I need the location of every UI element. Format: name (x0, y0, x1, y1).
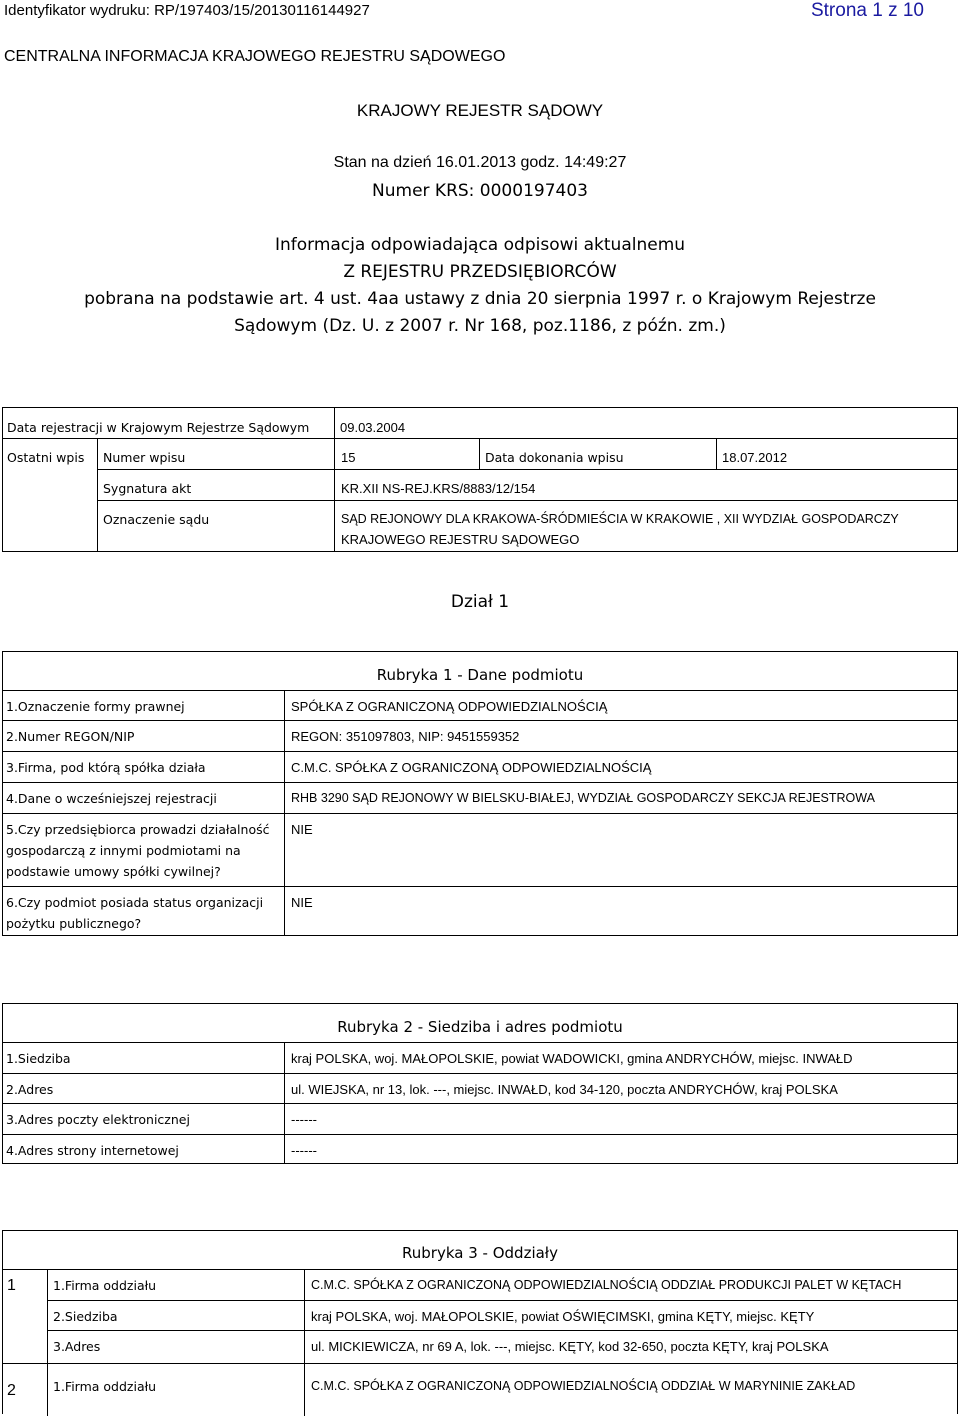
info-line-2: Z REJESTRU PRZEDSIĘBIORCÓW (343, 262, 617, 282)
r1-label-5a: 5.Czy przedsiębiorca prowadzi działalność (6, 822, 270, 837)
entry-date-value: 18.07.2012 (722, 450, 788, 465)
b2-label-1: 1.Firma oddziału (53, 1379, 157, 1394)
r2-value-4: ------ (291, 1143, 317, 1158)
r1-label-3: 3.Firma, pod którą spółka działa (6, 760, 206, 775)
b1-label-2: 2.Siedziba (53, 1309, 118, 1324)
r1-label-5c: podstawie umowy spółki cywilnej? (6, 864, 221, 879)
b1-value-1: C.M.C. SPÓŁKA Z OGRANICZONĄ ODPOWIEDZIALNOŚCIĄ ODDZIAŁ PRODUKCJI PALET W KĘTACH (311, 1278, 902, 1292)
r1-label-2: 2.Numer REGON/NIP (6, 729, 135, 744)
r1-value-2: REGON: 351097803, NIP: 9451559352 (291, 729, 520, 744)
last-entry-label: Ostatni wpis (7, 450, 85, 465)
r1-label-6a: 6.Czy podmiot posiada status organizacji (6, 895, 264, 910)
r1-label-1: 1.Oznaczenie formy prawnej (6, 699, 185, 714)
krs-number: Numer KRS: 0000197403 (372, 181, 588, 201)
info-line-1: Informacja odpowiadająca odpisowi aktualnemu (274, 235, 686, 255)
reg-date-label: Data rejestracji w Krajowym Rejestrze Sądowym (7, 420, 310, 435)
r1-label-6b: pożytku publicznego? (6, 916, 142, 931)
r1-value-1: SPÓŁKA Z OGRANICZONĄ ODPOWIEDZIALNOŚCIĄ (291, 699, 608, 714)
signature-value: KR.XII NS-REJ.KRS/8883/12/154 (341, 481, 536, 496)
r2-label-2: 2.Adres (6, 1082, 54, 1097)
r1-value-5: NIE (291, 822, 313, 837)
r2-label-4: 4.Adres strony internetowej (6, 1143, 179, 1158)
rubryka-3-title: Rubryka 3 - Oddziały (402, 1244, 558, 1262)
entry-number-value: 15 (341, 450, 356, 465)
r1-value-3: C.M.C. SPÓŁKA Z OGRANICZONĄ ODPOWIEDZIALNOŚCIĄ (291, 760, 652, 775)
entry-number-label: Numer wpisu (103, 450, 186, 465)
r2-value-2: ul. WIEJSKA, nr 13, lok. ---, miejsc. INWAŁD, kod 34-120, poczta ANDRYCHÓW, kraj POLSKA (291, 1082, 838, 1097)
r2-value-3: ------ (291, 1112, 317, 1127)
rubryka-1-title: Rubryka 1 - Dane podmiotu (376, 666, 584, 684)
b1-value-2: kraj POLSKA, woj. MAŁOPOLSKIE, powiat OŚWIĘCIMSKI, gmina KĘTY, miejsc. KĘTY (311, 1309, 815, 1324)
institution-name: CENTRALNA INFORMACJA KRAJOWEGO REJESTRU SĄDOWEGO (4, 48, 506, 65)
b1-label-1: 1.Firma oddziału (53, 1278, 157, 1293)
reg-date-value: 09.03.2004 (340, 420, 406, 435)
page-number: Strona 1 z 10 (810, 0, 924, 21)
court-value-2: KRAJOWEGO REJESTRU SĄDOWEGO (341, 532, 580, 547)
r1-label-4: 4.Dane o wcześniejszej rejestracji (6, 791, 217, 806)
legal-basis-2: Sądowym (Dz. U. z 2007 r. Nr 168, poz.1186, z późn. zm.) (234, 316, 726, 336)
r2-label-3: 3.Adres poczty elektronicznej (6, 1112, 190, 1127)
signature-label: Sygnatura akt (103, 481, 192, 496)
rubryka-2-title: Rubryka 2 - Siedziba i adres podmiotu (337, 1018, 623, 1036)
registry-title: KRAJOWY REJESTR SĄDOWY (356, 101, 604, 120)
b1-label-3: 3.Adres (53, 1339, 101, 1354)
b2-value-1: C.M.C. SPÓŁKA Z OGRANICZONĄ ODPOWIEDZIALNOŚCIĄ ODDZIAŁ W MARYNINIE ZAKŁAD (311, 1379, 856, 1393)
r1-label-5b: gospodarczą z innymi podmiotami na (6, 843, 241, 858)
branch-2-number: 2 (7, 1382, 16, 1399)
r2-value-1: kraj POLSKA, woj. MAŁOPOLSKIE, powiat WADOWICKI, gmina ANDRYCHÓW, miejsc. INWAŁD (291, 1051, 853, 1066)
b1-value-3: ul. MICKIEWICZA, nr 69 A, lok. ---, miejsc. KĘTY, kod 32-650, poczta KĘTY, kraj POLSKA (311, 1339, 829, 1354)
court-value-1: SĄD REJONOWY DLA KRAKOWA-ŚRÓDMIEŚCIA W KRAKOWIE , XII WYDZIAŁ GOSPODARCZY (341, 512, 899, 526)
branch-1-number: 1 (7, 1277, 16, 1294)
r2-label-1: 1.Siedziba (6, 1051, 71, 1066)
state-date: Stan na dzień 16.01.2013 godz. 14:49:27 (333, 154, 627, 171)
r1-value-4: RHB 3290 SĄD REJONOWY W BIELSKU-BIAŁEJ, WYDZIAŁ GOSPODARCZY SEKCJA REJESTROWA (291, 791, 875, 805)
section-title: Dział 1 (450, 592, 510, 612)
r1-value-6: NIE (291, 895, 313, 910)
entry-date-label: Data dokonania wpisu (485, 450, 624, 465)
print-id: Identyfikator wydruku: RP/197403/15/20130116144927 (4, 2, 370, 19)
court-label: Oznaczenie sądu (103, 512, 210, 527)
legal-basis-1: pobrana na podstawie art. 4 ust. 4aa ustawy z dnia 20 sierpnia 1997 r. o Krajowym Rejestrze (84, 289, 876, 309)
